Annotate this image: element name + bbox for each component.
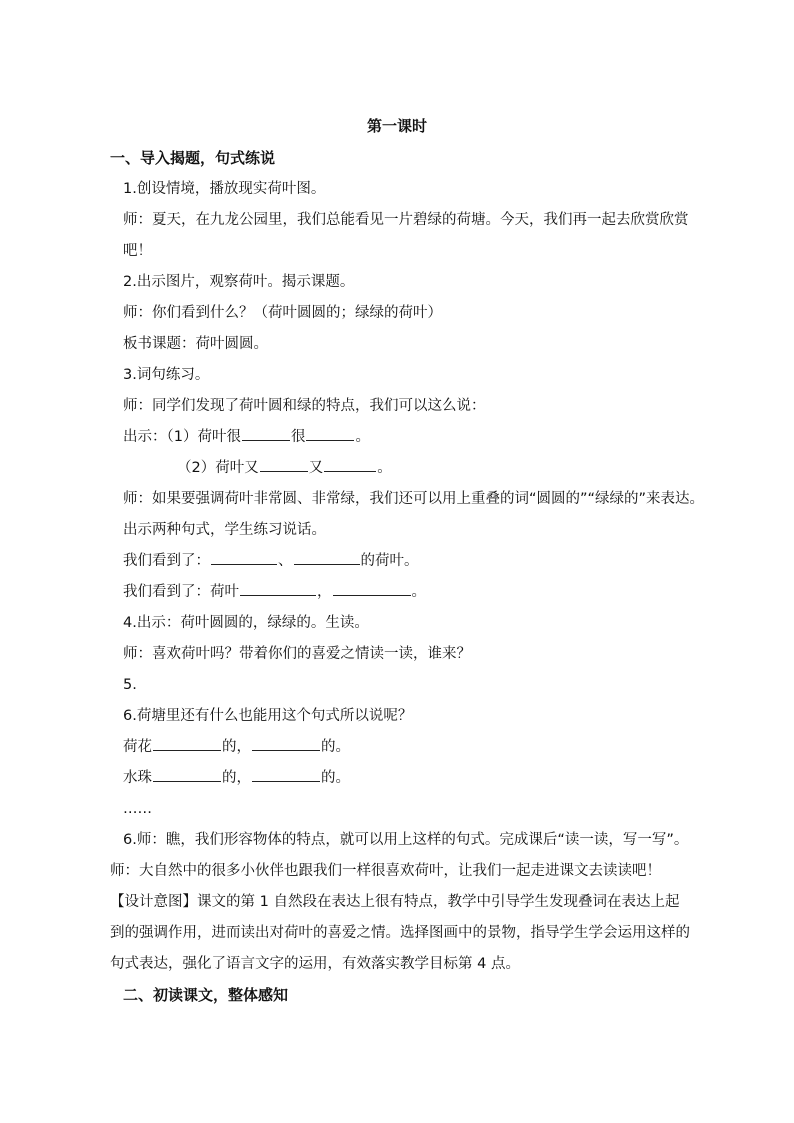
lotus-pattern [123, 732, 679, 763]
sentence-pattern-2 [123, 577, 679, 608]
paragraph: 板书课题：荷叶圆圆。 [123, 336, 268, 352]
exercise-text: 我们看到了： [123, 553, 210, 569]
paragraph: 5. [123, 677, 137, 693]
answer-blank[interactable] [211, 550, 277, 565]
answer-blank[interactable] [153, 736, 221, 751]
design-intent-paragraph: 【设计意图】课文的第 1 自然段在表达上很有特点，教学中引导学生发现叠词在表达上起到的强调作用，进而读出对荷叶的喜爱之情。选择图画中的景物，指导学生学会运用这样的句式表达，强化了语言文字的运用，有效落实教学目标第 4 点。 [110, 894, 690, 972]
answer-blank[interactable] [242, 426, 290, 441]
exercise-text: 、 [278, 553, 293, 569]
answer-blank[interactable] [324, 457, 376, 472]
exercise-text: 的。 [321, 770, 350, 786]
exercise-text: 的， [222, 770, 251, 786]
exercise-text: 。 [411, 584, 426, 600]
section-heading-1: 一、导入揭题，句式练说 [110, 149, 276, 167]
paragraph: 3.词句练习。 [123, 367, 210, 383]
answer-blank[interactable] [240, 581, 316, 596]
document-body [110, 143, 705, 1011]
exercise-text: 很 [290, 429, 306, 445]
paragraph: 1.创设情境，播放现实荷叶图。 [123, 181, 326, 197]
paragraph: 6.荷塘里还有什么也能用这个句式所以说呢？ [123, 708, 413, 724]
section-heading-2: 二、初读课文，整体感知 [123, 986, 289, 1004]
answer-blank[interactable] [294, 550, 360, 565]
exercise-text: 我们看到了：荷叶 [123, 584, 239, 600]
paragraph: 2.出示图片，观察荷叶。揭示课题。 [123, 274, 355, 290]
exercise-text: 的荷叶。 [360, 553, 419, 569]
exercise-text: 荷花 [123, 739, 152, 755]
exercise-text: 的， [222, 739, 251, 755]
answer-blank[interactable] [252, 736, 320, 751]
answer-blank[interactable] [306, 426, 354, 441]
paragraph: 师：喜欢荷叶吗？带着你们的喜爱之情读一读，谁来？ [123, 646, 471, 662]
paragraph: 师：大自然中的很多小伙伴也跟我们一样很喜欢荷叶，让我们一起走进课文去读读吧！ [110, 863, 661, 879]
paragraph: 6.师：瞧，我们形容物体的特点，就可以用上这样的句式。完成课后“读一读，写一写”。 [123, 832, 689, 848]
ellipsis: …… [123, 801, 152, 817]
paragraph: 4.出示：荷叶圆圆的，绿绿的。生读。 [123, 615, 369, 631]
answer-blank[interactable] [153, 767, 221, 782]
sentence-pattern-1 [123, 546, 679, 577]
exercise-text: （2）荷叶又 [177, 460, 259, 476]
exercise-text: 的。 [321, 739, 350, 755]
exercise-line-2 [123, 453, 679, 484]
paragraph: 师：夏天，在九龙公园里，我们总能看见一片碧绿的荷塘。今天，我们再一起去欣赏欣赏吧！ [123, 212, 689, 259]
paragraph: 师：同学们发现了荷叶圆和绿的特点，我们可以这么说： [123, 398, 486, 414]
exercise-text: 出示：（1）荷叶很 [123, 429, 241, 445]
exercise-line-1 [123, 422, 679, 453]
paragraph: 师：你们看到什么？（荷叶圆圆的；绿绿的荷叶） [123, 305, 442, 321]
exercise-text: ， [317, 584, 332, 600]
exercise-text: 。 [355, 429, 370, 445]
exercise-text: 又 [308, 460, 324, 476]
exercise-text: 。 [377, 460, 392, 476]
answer-blank[interactable] [252, 767, 320, 782]
answer-blank[interactable] [260, 457, 308, 472]
answer-blank[interactable] [333, 581, 411, 596]
water-drop-pattern [123, 763, 679, 794]
paragraph: 师：如果要强调荷叶非常圆、非常绿，我们还可以用上重叠的词“圆圆的”“绿绿的”来表达。出示两种句式，学生练习说话。 [123, 491, 705, 538]
exercise-text: 水珠 [123, 770, 152, 786]
lesson-title: 第一课时 [366, 117, 427, 135]
